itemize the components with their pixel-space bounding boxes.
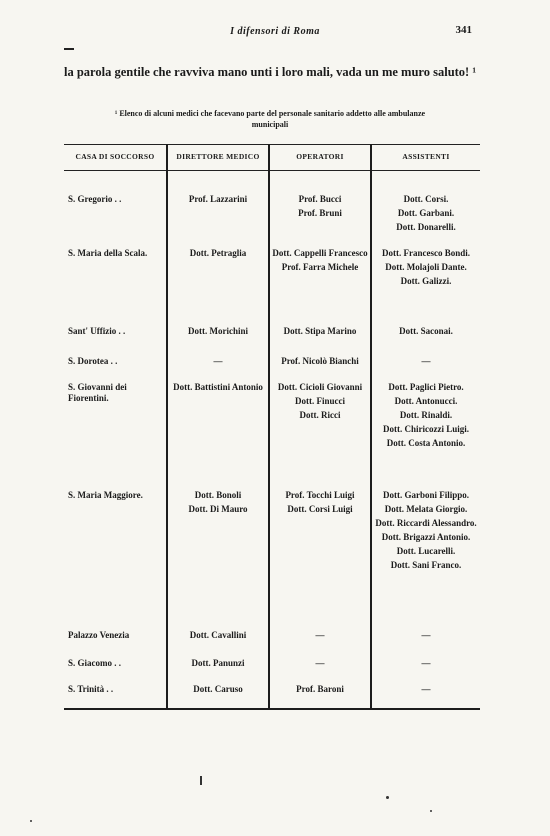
speck xyxy=(30,820,32,822)
page-number: 341 xyxy=(455,24,472,36)
cell-casa xyxy=(68,658,160,672)
doctors-table xyxy=(64,144,480,710)
cell-direttore xyxy=(168,194,268,208)
cell-casa xyxy=(68,490,160,504)
cell-assistenti xyxy=(372,630,480,644)
column-divider xyxy=(268,144,270,710)
table-top-rule xyxy=(64,144,480,145)
table-entry: S. Giacomo . . xyxy=(68,658,121,668)
table-entry: — xyxy=(315,630,325,640)
table-entry: — xyxy=(421,356,431,366)
table-entry: Prof. Bruni xyxy=(298,208,342,218)
table-entry: Dott. Rinaldi. xyxy=(399,410,453,420)
column-divider xyxy=(166,144,168,710)
table-entry: S. Trinità . . xyxy=(68,684,114,694)
cell-operatori xyxy=(270,630,370,644)
table-entry: — xyxy=(315,658,325,668)
table-entry: Dott. Antonucci. xyxy=(394,396,458,406)
cell-assistenti xyxy=(372,658,480,672)
table-entry: Dott. Ricci xyxy=(299,410,341,420)
table-entry: Dott. Panunzi xyxy=(191,658,245,668)
cell-direttore xyxy=(168,684,268,698)
header-direttore: DIRETTORE MEDICO xyxy=(176,152,260,161)
header-assistenti: ASSISTENTI xyxy=(402,152,450,161)
body-paragraph: la parola gentile che ravviva mano unti i loro mali, vada un me muro saluto! ¹ xyxy=(64,65,477,79)
speck xyxy=(386,796,389,799)
table-entry: Prof. Baroni xyxy=(296,684,344,694)
table-entry: S. Gregorio . . xyxy=(68,194,122,204)
table-entry: S. Maria Maggiore. xyxy=(68,490,143,500)
cell-casa xyxy=(68,382,160,407)
cell-operatori xyxy=(270,382,370,424)
table-entry: Dott. Corsi. xyxy=(403,194,449,204)
speck xyxy=(200,776,202,785)
header-operatori: OPERATORI xyxy=(296,152,344,161)
table-caption: ¹ Elenco di alcuni medici che facevano parte del personale sanitario addetto alle ambulanze municipali xyxy=(114,109,426,129)
cell-casa xyxy=(68,630,160,644)
table-bottom-rule xyxy=(64,708,480,710)
table-entry: Dott. Riccardi Alessandro. xyxy=(375,518,477,528)
table-entry: — xyxy=(421,658,431,668)
cell-casa xyxy=(68,356,160,370)
cell-operatori xyxy=(270,194,370,222)
cell-casa xyxy=(68,248,160,262)
table-entry: Sant' Uffizio . . xyxy=(68,326,126,336)
table-entry: Prof. Bucci xyxy=(298,194,342,204)
table-entry: Dott. Cicioli Giovanni xyxy=(277,382,363,392)
cell-operatori xyxy=(270,658,370,672)
cell-assistenti xyxy=(372,684,480,698)
cell-assistenti xyxy=(372,326,480,340)
table-entry: Dott. Paglici Pietro. xyxy=(388,382,464,392)
cell-operatori xyxy=(270,326,370,340)
table-entry: — xyxy=(421,684,431,694)
table-entry: Dott. Galizzi. xyxy=(400,276,452,286)
table-entry: Dott. Stipa Marino xyxy=(283,326,357,336)
table-entry: Dott. Lucarelli. xyxy=(396,546,456,556)
table-entry: Dott. Cappelli Francesco xyxy=(272,248,368,258)
table-entry: Palazzo Venezia xyxy=(68,630,130,640)
cell-assistenti xyxy=(372,356,480,370)
cell-direttore xyxy=(168,658,268,672)
speck xyxy=(430,810,432,812)
table-entry: S. Giovanni dei Fiorentini. xyxy=(68,382,127,403)
cell-direttore xyxy=(168,630,268,644)
cell-direttore xyxy=(168,326,268,340)
table-entry: Prof. Tocchi Luigi xyxy=(285,490,355,500)
table-entry: Dott. Battistini Antonio xyxy=(173,382,263,392)
cell-assistenti xyxy=(372,382,480,452)
table-entry: Dott. Garbani. xyxy=(397,208,455,218)
table-entry: Dott. Di Mauro xyxy=(188,504,248,514)
cell-operatori xyxy=(270,490,370,518)
table-entry: Dott. Garboni Filippo. xyxy=(382,490,469,500)
cell-assistenti xyxy=(372,194,480,236)
table-entry: Dott. Saconai. xyxy=(399,326,453,336)
table-entry: Dott. Chiricozzi Luigi. xyxy=(383,424,469,434)
table-entry: Dott. Corsi Luigi xyxy=(287,504,353,514)
cell-operatori xyxy=(270,356,370,370)
table-entry: Prof. Farra Michele xyxy=(281,262,359,272)
table-entry: S. Dorotea . . xyxy=(68,356,118,366)
table-entry: Dott. Molajoli Dante. xyxy=(385,262,467,272)
table-entry: Dott. Melata Giorgio. xyxy=(384,504,468,514)
running-title: I difensori di Roma xyxy=(230,26,320,37)
header-casa: CASA DI SOCCORSO xyxy=(75,152,155,161)
table-entry: Dott. Sani Franco. xyxy=(390,560,462,570)
table-entry: S. Maria della Scala. xyxy=(68,248,148,258)
cell-operatori xyxy=(270,684,370,698)
cell-direttore xyxy=(168,490,268,518)
table-entry: Dott. Morichini xyxy=(188,326,248,336)
table-entry: Prof. Nicolò Bianchi xyxy=(281,356,359,366)
table-entry: Dott. Petraglia xyxy=(189,248,247,258)
table-entry: Dott. Cavallini xyxy=(189,630,247,640)
cell-casa xyxy=(68,326,160,340)
dash-mark xyxy=(64,48,74,50)
cell-casa xyxy=(68,684,160,698)
table-entry: Dott. Francesco Bondi. xyxy=(382,248,470,258)
cell-casa xyxy=(68,194,160,208)
table-header-rule xyxy=(64,170,480,171)
cell-direttore xyxy=(168,356,268,370)
table-entry: Dott. Finucci xyxy=(295,396,345,406)
cell-direttore xyxy=(168,382,268,396)
table-entry: Prof. Lazzarini xyxy=(188,194,248,204)
table-entry: — xyxy=(213,356,223,366)
cell-assistenti xyxy=(372,248,480,290)
cell-assistenti xyxy=(372,490,480,574)
table-entry: Dott. Donarelli. xyxy=(396,222,456,232)
table-entry: — xyxy=(421,630,431,640)
table-entry: Dott. Costa Antonio. xyxy=(386,438,466,448)
table-entry: Dott. Caruso xyxy=(193,684,243,694)
table-entry: Dott. Bonoli xyxy=(194,490,242,500)
cell-direttore xyxy=(168,248,268,262)
table-entry: Dott. Brigazzi Antonio. xyxy=(381,532,471,542)
cell-operatori xyxy=(270,248,370,276)
